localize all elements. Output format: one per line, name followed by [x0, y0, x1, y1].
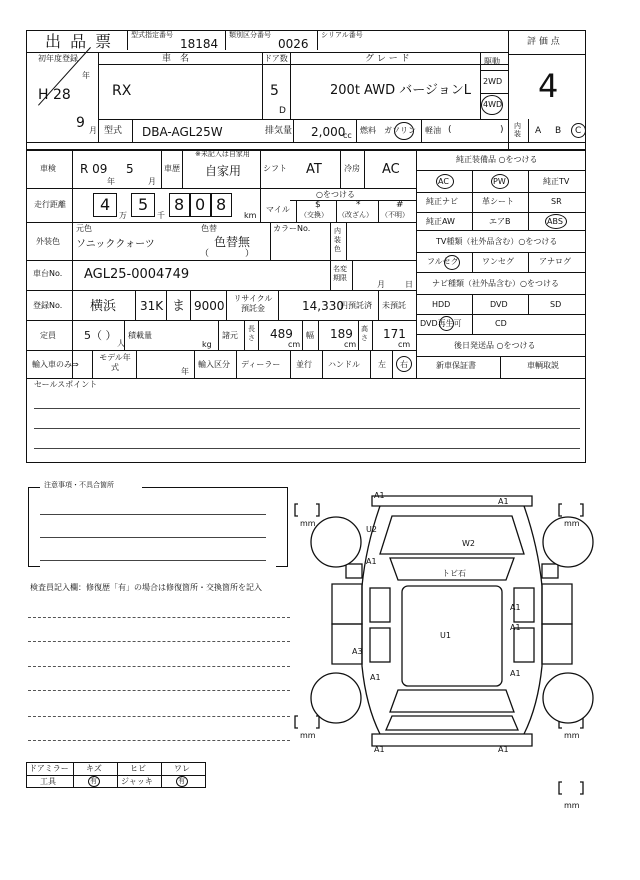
equip-sr: SR — [551, 197, 562, 206]
dims-label: 諸元 — [222, 331, 238, 340]
displacement-unit: cc — [343, 131, 352, 140]
doors-value: 5 — [270, 83, 279, 99]
unknown-label: （不明） — [381, 211, 409, 219]
mileage-digit-4: 0 — [195, 195, 206, 214]
rating-value: 4 — [538, 67, 559, 105]
damage-mark-5: A1 — [366, 557, 377, 566]
damage-mark-12: A1 — [510, 669, 521, 678]
navi-dvd-play: DVD再生可 — [420, 319, 462, 328]
import-dealer: ディーラー — [241, 360, 281, 369]
reg-kana: ま — [172, 299, 186, 314]
navi-cd: CD — [495, 319, 507, 328]
recycle-unpaid: 未預託 — [382, 301, 406, 310]
door-type: D — [279, 106, 286, 116]
drive-4wd: 4WD — [483, 100, 503, 109]
interior-c: C — [575, 126, 582, 136]
mm-label-spare: mm — [564, 801, 580, 810]
equip-abs: ABS — [547, 217, 563, 226]
history-note: ※未記入は自家用 — [195, 150, 250, 158]
color-change-paren: （ ） — [200, 249, 255, 259]
grade-label: グ レ ー ド — [365, 54, 410, 64]
fuel-gasoline: ガソリン — [384, 126, 416, 135]
original-color-label: 元色 — [76, 224, 92, 233]
width-label: 幅 — [306, 331, 314, 340]
first-reg-month: 9 — [76, 115, 85, 131]
equip-tv: 純正TV — [543, 177, 570, 186]
exchange-label: （交換） — [300, 211, 328, 219]
mileage-unit-man: 万 — [119, 211, 127, 220]
width-unit: cm — [344, 340, 357, 349]
tv-analog: アナログ — [539, 257, 571, 266]
handle-right: 右 — [400, 360, 408, 369]
damage-mark-8: A1 — [510, 603, 521, 612]
later-manual: 車輌取説 — [527, 361, 559, 370]
model-value: DBA-AGL25W — [142, 125, 223, 139]
grade-value: 200t AWD バージョンL — [330, 83, 471, 98]
rating-label: 評 価 点 — [527, 37, 560, 47]
length-unit: cm — [288, 340, 301, 349]
model-label: 型式 — [104, 126, 123, 136]
drive-label: 駆動 — [484, 57, 500, 66]
import-parallel: 並行 — [296, 360, 312, 369]
capacity-label: 定員 — [40, 331, 56, 340]
height-unit: cm — [398, 340, 411, 349]
tv-title: TV種類（社外品含む）○をつける — [436, 237, 558, 246]
first-reg-era: H 28 — [38, 87, 71, 103]
model-year-label: モデル年式 — [99, 353, 131, 372]
shaken-label: 車検 — [40, 164, 56, 173]
category-number: 0026 — [278, 37, 309, 51]
parts-tool-circle — [88, 776, 100, 787]
doors-label: ドア数 — [264, 54, 288, 63]
parts-jack-circle — [176, 776, 188, 787]
chassis-value: AGL25-0004749 — [84, 267, 190, 282]
damage-mark-3: U2 — [366, 525, 377, 534]
equip-airbag: エアB — [489, 217, 511, 226]
parts-tool-value: 有 — [90, 777, 97, 785]
interior-color-label: 内装色 — [334, 227, 341, 253]
category-label: 類別区分番号 — [229, 31, 271, 39]
model-year-unit: 年 — [181, 367, 189, 376]
damage-mark-6: トビ石 — [442, 569, 466, 578]
damage-mark-1: A1 — [374, 491, 385, 500]
length-value: 489 — [270, 327, 293, 341]
chassis-label: 車台No. — [33, 269, 63, 278]
later-title: 後日発送品 ○をつける — [454, 341, 536, 350]
mileage-unit-km: km — [244, 211, 257, 220]
capacity-unit: 人 — [117, 339, 125, 348]
navi-dvd-play-circle — [439, 316, 454, 331]
shift-label: シフト — [263, 164, 287, 173]
interior-b: B — [555, 126, 562, 136]
shaken-year-unit: 年 — [107, 177, 115, 186]
tampered-label: （改ざん） — [338, 211, 373, 219]
color-no-label: カラーNo. — [273, 224, 311, 233]
capacity-value: 5（ ） — [84, 329, 117, 342]
mm-label-fr: mm — [564, 519, 580, 528]
vehicle-damage-diagram — [292, 476, 610, 816]
navi-sd: SD — [550, 300, 562, 309]
recycle-status: 円預託済 — [340, 301, 372, 310]
car-name-label: 車 名 — [162, 54, 190, 64]
drive-2wd: 2WD — [483, 77, 503, 86]
width-value: 189 — [330, 327, 353, 341]
import-label: 輸入車のみ⇒ — [32, 360, 79, 369]
mileage-digit-1: 4 — [100, 195, 111, 214]
mm-label-rr: mm — [564, 731, 580, 740]
tv-oneseg: ワンセグ — [482, 257, 514, 266]
recycle-amount: 14,330 — [302, 299, 344, 313]
equip-abs-circle — [545, 214, 567, 229]
handle-left: 左 — [378, 360, 386, 369]
mileage-unit-sen: 千 — [157, 211, 165, 220]
displacement-label: 排気量 — [265, 126, 293, 136]
designation-label: 型式指定番号 — [131, 31, 173, 39]
damage-mark-14: A1 — [498, 745, 509, 754]
year-unit: 年 — [82, 71, 90, 80]
fuel-gasoline-circle — [394, 122, 414, 140]
inspector-label: 検査員記入欄：修復歴「有」の場合は修復箇所・交換箇所を記入 — [30, 583, 262, 592]
mileage-digit-5: 8 — [216, 195, 227, 214]
equip-pw: PW — [493, 177, 506, 186]
load-label: 積載量 — [128, 331, 152, 340]
mileage-label: 走行距離 — [34, 200, 66, 209]
interior-a: A — [535, 126, 542, 136]
aircon-value: AC — [382, 162, 400, 177]
equip-ac-circle — [436, 174, 454, 189]
tampered-symbol: * — [356, 200, 361, 210]
mm-label-fl: mm — [300, 519, 316, 528]
mileage-digit-3: 8 — [174, 195, 185, 214]
name-change-month: 月 — [377, 280, 385, 289]
parts-header-crack: ヒビ — [130, 764, 146, 773]
mileage-mark-note: ○をつける — [316, 190, 355, 199]
equip-ac: AC — [438, 177, 449, 186]
displacement-value: 2,000 — [311, 125, 346, 139]
equip-leather: 革シート — [482, 197, 514, 206]
parts-jack-value: 有 — [178, 777, 185, 785]
fuel-diesel: 軽油 — [425, 126, 441, 135]
reg-class: 31K — [140, 299, 164, 313]
color-change-value: 色替無 — [214, 235, 251, 249]
interior-c-circle — [571, 123, 586, 138]
exchange-symbol: $ — [315, 200, 321, 210]
parts-header-mirror: ドアミラー — [29, 764, 69, 773]
mileage-digit-2: 5 — [138, 195, 149, 214]
sales-point-label: セールスポイント — [34, 380, 98, 389]
parts-header-break: ワレ — [174, 764, 190, 773]
fuel-label: 燃料 — [360, 126, 376, 135]
damage-mark-2: A1 — [498, 497, 509, 506]
first-reg-label: 初年度登録 — [38, 54, 78, 63]
import-type-label: 輸入区分 — [198, 360, 230, 369]
shaken-value: R 09 — [80, 162, 108, 176]
tv-fullseg: フルセグ — [427, 257, 459, 266]
shift-value: AT — [306, 162, 322, 177]
reg-area: 横浜 — [90, 299, 117, 314]
history-value: 自家用 — [205, 164, 242, 178]
equipment-title: 純正装備品 ○をつける — [456, 155, 538, 164]
damage-mark-4: W2 — [462, 539, 475, 548]
damage-mark-9: A1 — [510, 623, 521, 632]
shaken-month-unit: 月 — [148, 177, 156, 186]
navi-title: ナビ種類（社外品含む）○をつける — [432, 279, 559, 288]
month-unit: 月 — [89, 126, 97, 135]
height-label: 高さ — [361, 325, 368, 342]
registration-label: 登録No. — [33, 301, 63, 310]
drive-4wd-circle — [481, 95, 503, 115]
damage-mark-10: A3 — [352, 647, 363, 656]
later-warranty: 新車保証書 — [436, 361, 476, 370]
shaken-month: 5 — [126, 162, 134, 176]
name-change-day: 日 — [405, 280, 413, 289]
name-change-label: 名変期限 — [333, 265, 347, 282]
history-label: 車歴 — [164, 164, 180, 173]
serial-label: シリアル番号 — [321, 31, 363, 39]
damage-mark-7: U1 — [440, 631, 451, 640]
form-title: 出 品 票 — [45, 32, 114, 51]
car-name-value: RX — [112, 83, 132, 99]
parts-header-scratch: キズ — [86, 764, 102, 773]
mm-label-rl: mm — [300, 731, 316, 740]
unknown-symbol: # — [396, 200, 404, 210]
color-change-label: 色替 — [201, 224, 217, 233]
mile-label: マイル — [266, 205, 290, 214]
interior-label: 内装 — [514, 122, 521, 138]
parts-tool-label: 工具 — [40, 777, 56, 786]
parts-jack-label: ジャッキ — [121, 777, 153, 786]
aircon-label: 冷房 — [344, 164, 360, 173]
original-color-value: ソニッククォーツ — [76, 239, 155, 250]
notes-label: 注意事項・不具合箇所 — [44, 481, 114, 489]
designation-number: 18184 — [180, 37, 219, 51]
navi-dvd: DVD — [490, 300, 508, 309]
equip-aw: 純正AW — [426, 217, 455, 226]
damage-mark-13: A1 — [374, 745, 385, 754]
equip-pw-circle — [491, 174, 509, 189]
reg-number: 9000 — [194, 299, 225, 313]
length-label: 長さ — [248, 325, 255, 342]
equip-navi: 純正ナビ — [426, 197, 458, 206]
damage-mark-11: A1 — [370, 673, 381, 682]
tv-fullseg-circle — [444, 255, 460, 270]
handle-right-circle — [396, 356, 412, 372]
height-value: 171 — [383, 327, 406, 341]
handle-label: ハンドル — [328, 360, 360, 369]
navi-hdd: HDD — [432, 300, 451, 309]
recycle-label: リサイクル預託金 — [233, 294, 273, 313]
exterior-label: 外装色 — [36, 237, 60, 246]
load-unit: kg — [202, 340, 212, 349]
